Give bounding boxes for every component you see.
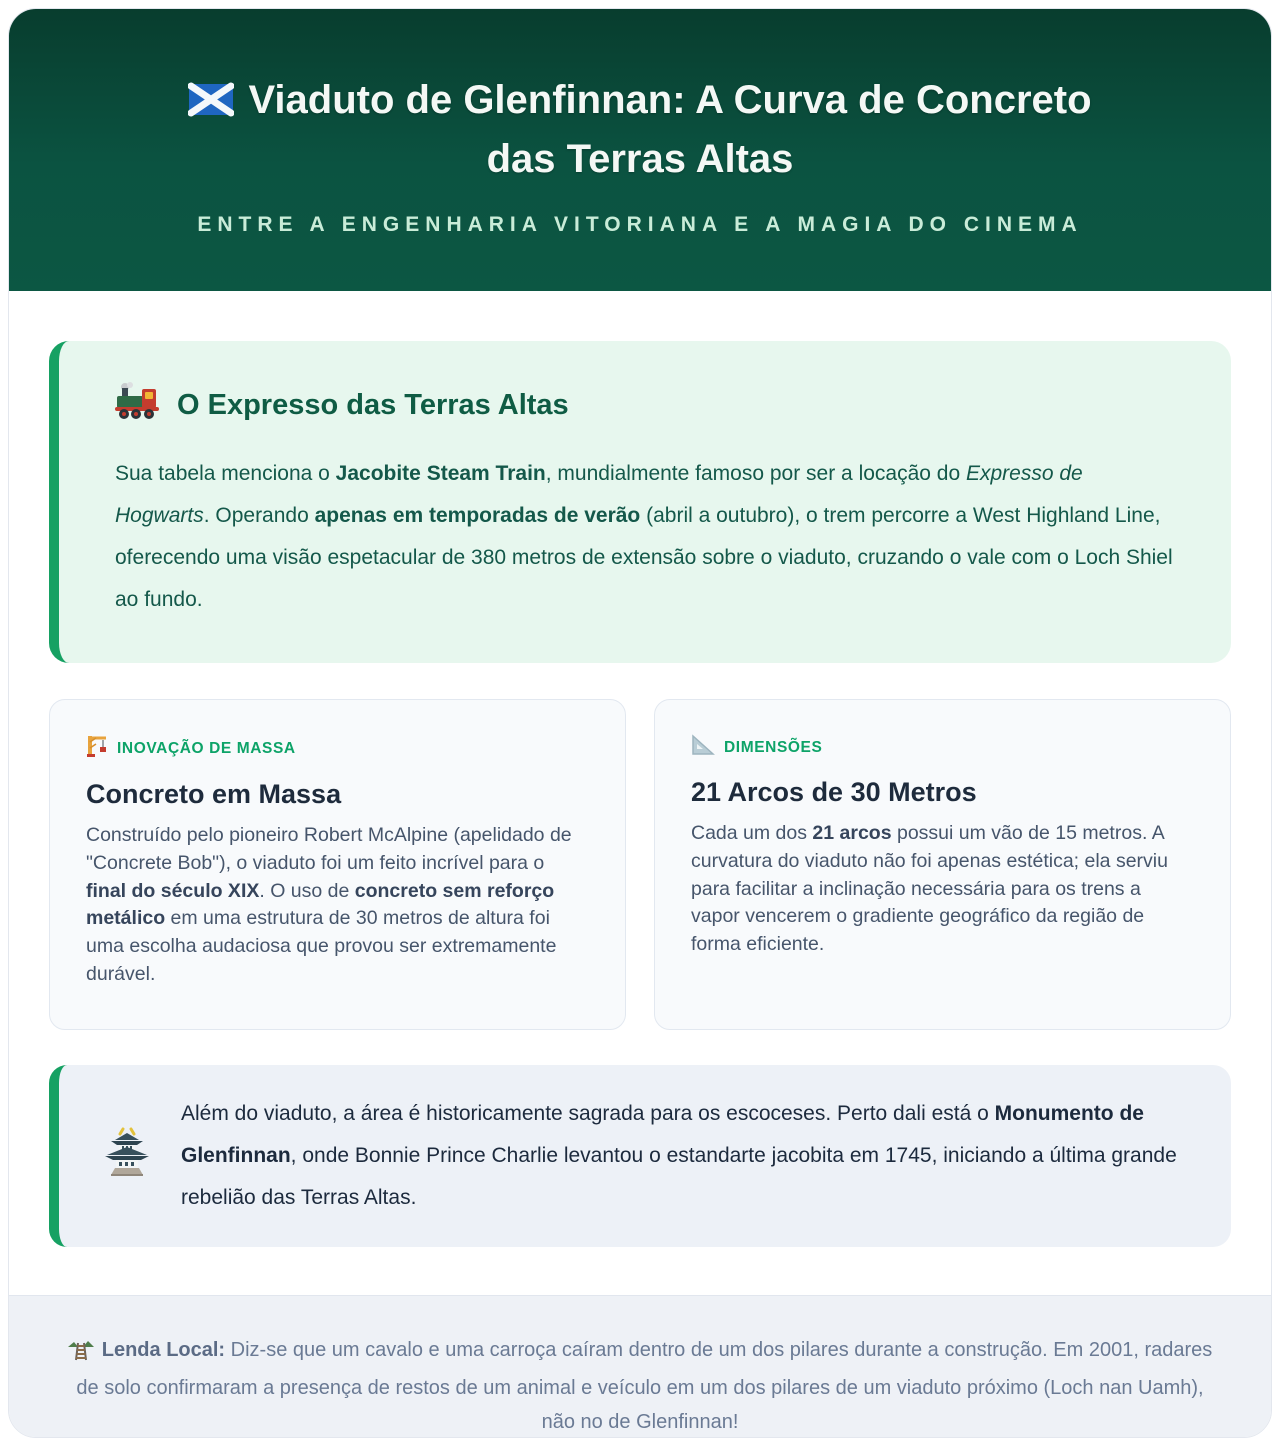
page-container — [8, 8, 1272, 1438]
monument-callout — [49, 1065, 1231, 1247]
locomotive-icon — [115, 381, 161, 429]
monument-callout-body: Além do viaduto, a área é historicamente sagrada para os escoceses. Perto dali está o Monumento de Glenfinnan, onde Bonnie Prince Charlie levantou o estandarte jacobita em 1745, iniciando a última grande rebelião das Terras Altas. — [181, 1101, 1177, 1209]
triangle-ruler-icon — [691, 734, 715, 761]
express-card-title-row — [115, 381, 1175, 429]
info-card-label-row — [691, 734, 1194, 761]
page-title — [49, 73, 1231, 187]
construction-crane-icon — [86, 734, 108, 763]
page-title-line1 — [49, 73, 1231, 132]
page-subtitle: ENTRE A ENGENHARIA VITORIANA E A MAGIA DO CINEMA — [197, 213, 1083, 237]
info-card-body: Construído pelo pioneiro Robert McAlpine (apelidado de "Concrete Bob"), o viaduto foi um feito incrível para o final do século XIX. O uso de concreto sem reforço metálico em uma estrutura de 30 metros de altura foi uma escolha audaciosa que provou ser extremamente durável. — [86, 824, 572, 985]
page-title-line2: das Terras Altas — [486, 137, 794, 182]
info-card-body: Cada um dos 21 arcos possui um vão de 15 metros. A curvatura do viaduto não foi apenas estética; ela serviu para facilitar a inclinação necessária para os trens a vapor vencerem o gradiente geográfico da região de forma eficiente. — [691, 822, 1168, 956]
express-highlight-card — [49, 341, 1231, 663]
scotland-flag-icon — [188, 77, 234, 132]
info-card-label-row — [86, 734, 589, 763]
info-cards-row — [49, 699, 1231, 1029]
page-header — [9, 9, 1271, 291]
info-card-concrete — [49, 699, 626, 1029]
main-content — [9, 291, 1271, 1246]
page-footer — [9, 1295, 1271, 1439]
page-title-text1: Viaduto de Glenfinnan: A Curva de Concreto — [248, 78, 1092, 122]
express-card-title: O Expresso das Terras Altas — [177, 388, 569, 421]
castle-icon — [103, 1127, 151, 1184]
express-card-body: Sua tabela menciona o Jacobite Steam Train, mundialmente famoso por ser a locação do Expresso de Hogwarts. Operando apenas em temporadas de verão (abril a outubro), o trem percorre a West Highland Line, oferecendo uma visão espetacular de 380 metros de extensão sobre o viaduto, cruzando o vale com o Loch Shiel ao fundo. — [115, 462, 1173, 612]
railway-track-icon — [68, 1339, 94, 1373]
info-card-title: 21 Arcos de 30 Metros — [691, 777, 977, 808]
footer-legend-text — [65, 1334, 1215, 1439]
info-card-label: INOVAÇÃO DE MASSA — [117, 739, 296, 757]
info-card-label: DIMENSÕES — [724, 738, 823, 756]
footer-legend-rich: Lenda Local: Diz-se que um cavalo e uma carroça caíram dentro de um dos pilares durante a construção. Em 2001, radares de solo confirmaram a presença de restos de um animal e veículo em um dos pilares de um viaduto próximo (Loch nan Uamh), não no de Glenfinnan! — [76, 1338, 1213, 1433]
info-card-dimensions — [654, 699, 1231, 1029]
info-card-title: Concreto em Massa — [86, 779, 342, 810]
